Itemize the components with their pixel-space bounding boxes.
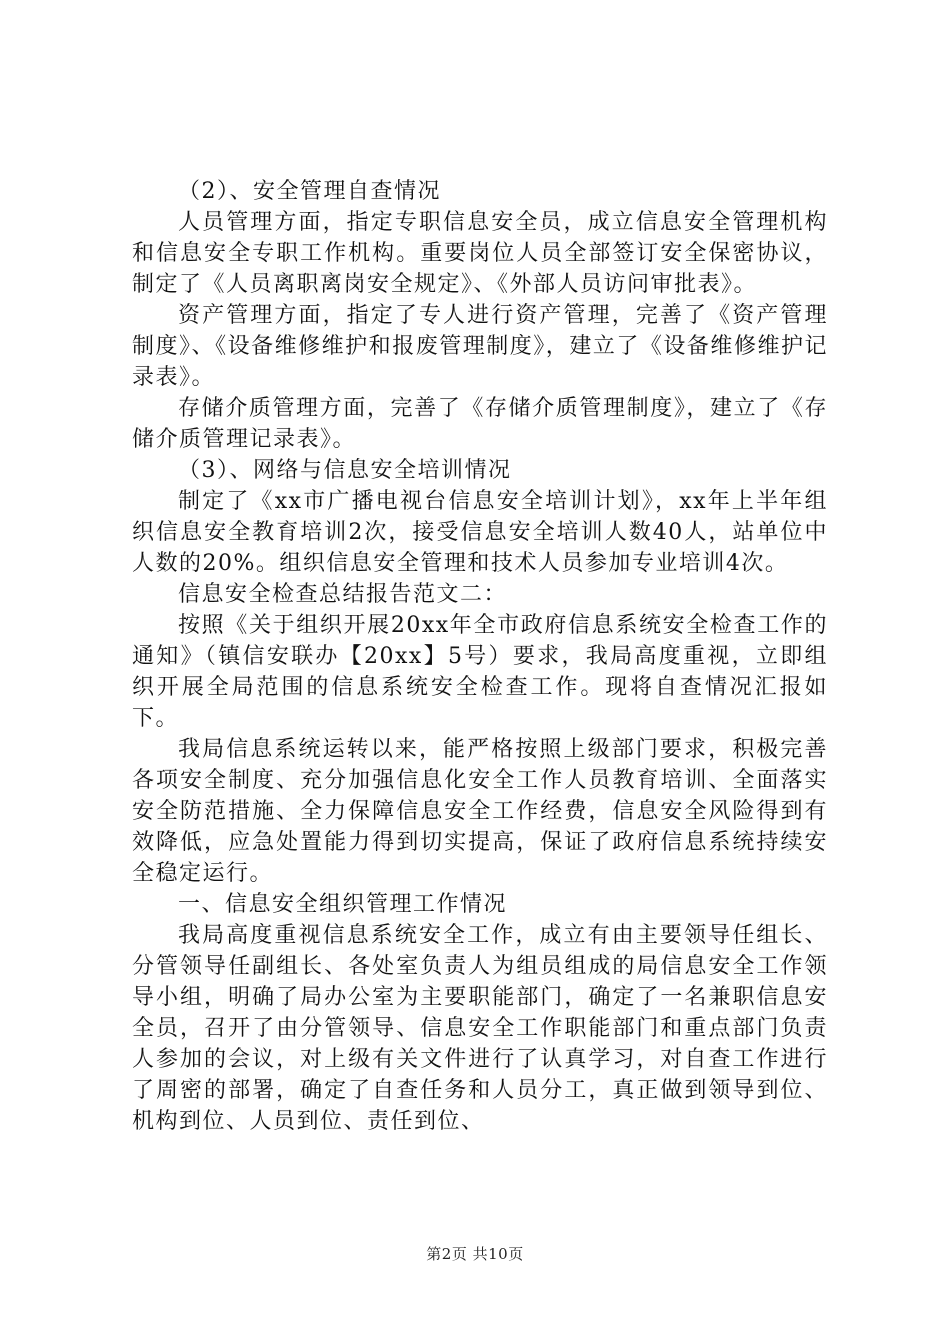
section-heading: 一、信息安全组织管理工作情况 (178, 892, 508, 917)
paragraph: 按照《关于组织开展20xx年全市政府信息系统安全检查工作的通知》（镇信安联办【20xx】5号）要求，我局高度重视，立即组织开展全局范围的信息系统安全检查工作。现将自查情况汇报如下。 (132, 613, 828, 731)
document-body (132, 176, 828, 1137)
paragraph: 存储介质管理方面，完善了《存储介质管理制度》，建立了《存储介质管理记录表》。 (132, 396, 828, 452)
paragraph: 我局信息系统运转以来，能严格按照上级部门要求，积极完善各项安全制度、充分加强信息化安全工作人员教育培训、全面落实安全防范措施、全力保障信息安全工作经费，信息安全风险得到有效降低，应急处置能力得到切实提高，保证了政府信息系统持续安全稳定运行。 (132, 737, 828, 886)
page-number-footer: 第2页 共10页 (426, 1245, 524, 1263)
section-heading: （2）、安全管理自查情况 (178, 179, 441, 204)
paragraph: 我局高度重视信息系统安全工作，成立有由主要领导任组长、分管领导任副组长、各处室负责人为组员组成的局信息安全工作领导小组，明确了局办公室为主要职能部门，确定了一名兼职信息安全员，召开了由分管领导、信息安全工作职能部门和重点部门负责人参加的会议，对上级有关文件进行了认真学习，对自查工作进行了周密的部署，确定了自查任务和人员分工，真正做到领导到位、机构到位、人员到位、责任到位、 (132, 923, 828, 1134)
section-heading: 信息安全检查总结报告范文二： (178, 582, 508, 607)
paragraph: 制定了《xx市广播电视台信息安全培训计划》，xx年上半年组织信息安全教育培训2次，接受信息安全培训人数40人，站单位中人数的20%。组织信息安全管理和技术人员参加专业培训4次。 (132, 489, 828, 576)
paragraph: 资产管理方面，指定了专人进行资产管理，完善了《资产管理制度》、《设备维修维护和报废管理制度》，建立了《设备维修维护记录表》。 (132, 303, 828, 390)
section-heading: （3）、网络与信息安全培训情况 (178, 458, 512, 483)
paragraph: 人员管理方面，指定专职信息安全员，成立信息安全管理机构和信息安全专职工作机构。重要岗位人员全部签订安全保密协议，制定了《人员离职离岗安全规定》、《外部人员访问审批表》。 (132, 210, 828, 297)
